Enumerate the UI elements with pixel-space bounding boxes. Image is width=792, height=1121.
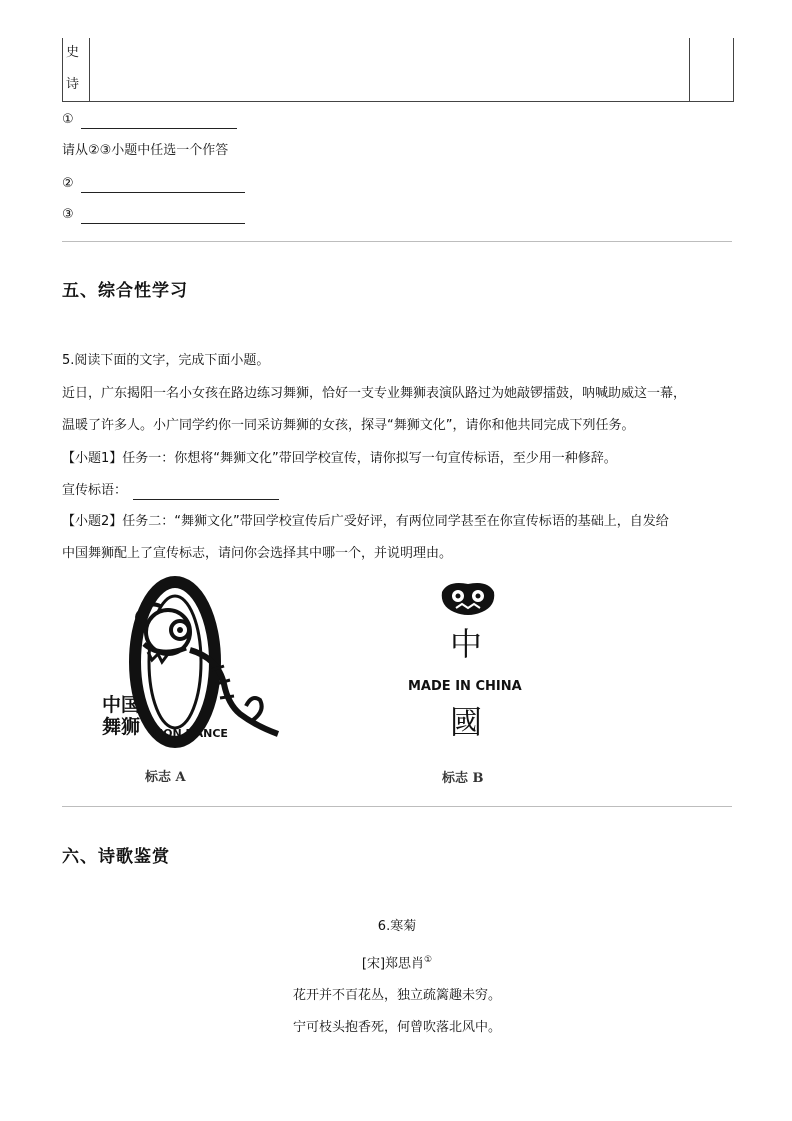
table-cell-char: 史 (66, 45, 80, 60)
logo-b-char-top: 中 (450, 625, 483, 663)
answer-1 (62, 111, 237, 129)
footnote-marker: ① (424, 955, 433, 965)
answer-label: ① (62, 112, 74, 127)
poem-author (62, 951, 732, 973)
section-5-title: 五、综合性学习 (62, 281, 188, 301)
slogan-row (62, 482, 279, 500)
answer-1-blank[interactable] (81, 114, 237, 129)
answer-label: ③ (62, 207, 74, 222)
table-divider (89, 38, 90, 101)
answer-2-blank[interactable] (81, 178, 245, 193)
poem-author-name: [宋]郑思肖 (361, 956, 425, 972)
task-2: 【小题2】任务二：“舞狮文化”带回学校宣传后广受好评，有两位同学甚至在你宣传标语的基础上，自发给 (62, 514, 669, 529)
logo-b-caption: 标志 B (442, 771, 484, 786)
logo-b-char-bottom: 國 (450, 703, 483, 741)
lion-mask-icon (438, 578, 498, 618)
task-2-cont: 中国舞狮配上了宣传标志，请问你会选择其中哪一个，并说明理由。 (62, 546, 453, 561)
passage-line: 温暖了许多人。小广同学约你一同采访舞狮的女孩，探寻“舞狮文化”，请你和他共同完成下列任务。 (62, 418, 635, 433)
logo-a-cn-line: 舞狮 (102, 716, 141, 738)
passage-line: 近日，广东揭阳一名小女孩在路边练习舞狮，恰好一支专业舞狮表演队路过为她敲锣擂鼓，呐喊助威这一幕， (62, 386, 687, 401)
section-divider (62, 806, 732, 807)
logo-a-en-text: LION DANCE (152, 727, 228, 740)
section-6-title: 六、诗歌鉴赏 (62, 847, 170, 867)
answer-3 (62, 206, 245, 224)
poem-line: 花开并不百花丛，独立疏篱趣未穷。 (292, 988, 501, 1003)
answer-instruction: 请从②③小题中任选一个作答 (62, 143, 229, 158)
logo-a-caption: 标志 A (145, 770, 186, 785)
task-1: 【小题1】任务一：你想将“舞狮文化”带回学校宣传，请你拟写一句宣传标语，至少用一种修辞。 (62, 451, 617, 466)
logo-b (400, 578, 535, 748)
table-cell-char: 诗 (66, 77, 80, 92)
poem-title: 6.寒菊 (377, 919, 417, 934)
answer-table (62, 38, 734, 102)
answer-2 (62, 175, 245, 193)
slogan-label: 宣传标语： (62, 483, 128, 498)
slogan-blank[interactable] (133, 485, 279, 500)
logo-a-cn-text (102, 694, 140, 738)
section-divider (62, 241, 732, 242)
question-5-intro: 5.阅读下面的文字，完成下面小题。 (62, 353, 270, 368)
logo-a (100, 574, 285, 749)
poem-line: 宁可枝头抱香死，何曾吹落北风中。 (292, 1020, 501, 1035)
table-divider (689, 38, 690, 101)
answer-3-blank[interactable] (81, 209, 245, 224)
logo-a-cn-line: 中国 (102, 694, 141, 716)
answer-label: ② (62, 176, 74, 191)
logo-b-en-text: MADE IN CHINA (408, 679, 522, 694)
